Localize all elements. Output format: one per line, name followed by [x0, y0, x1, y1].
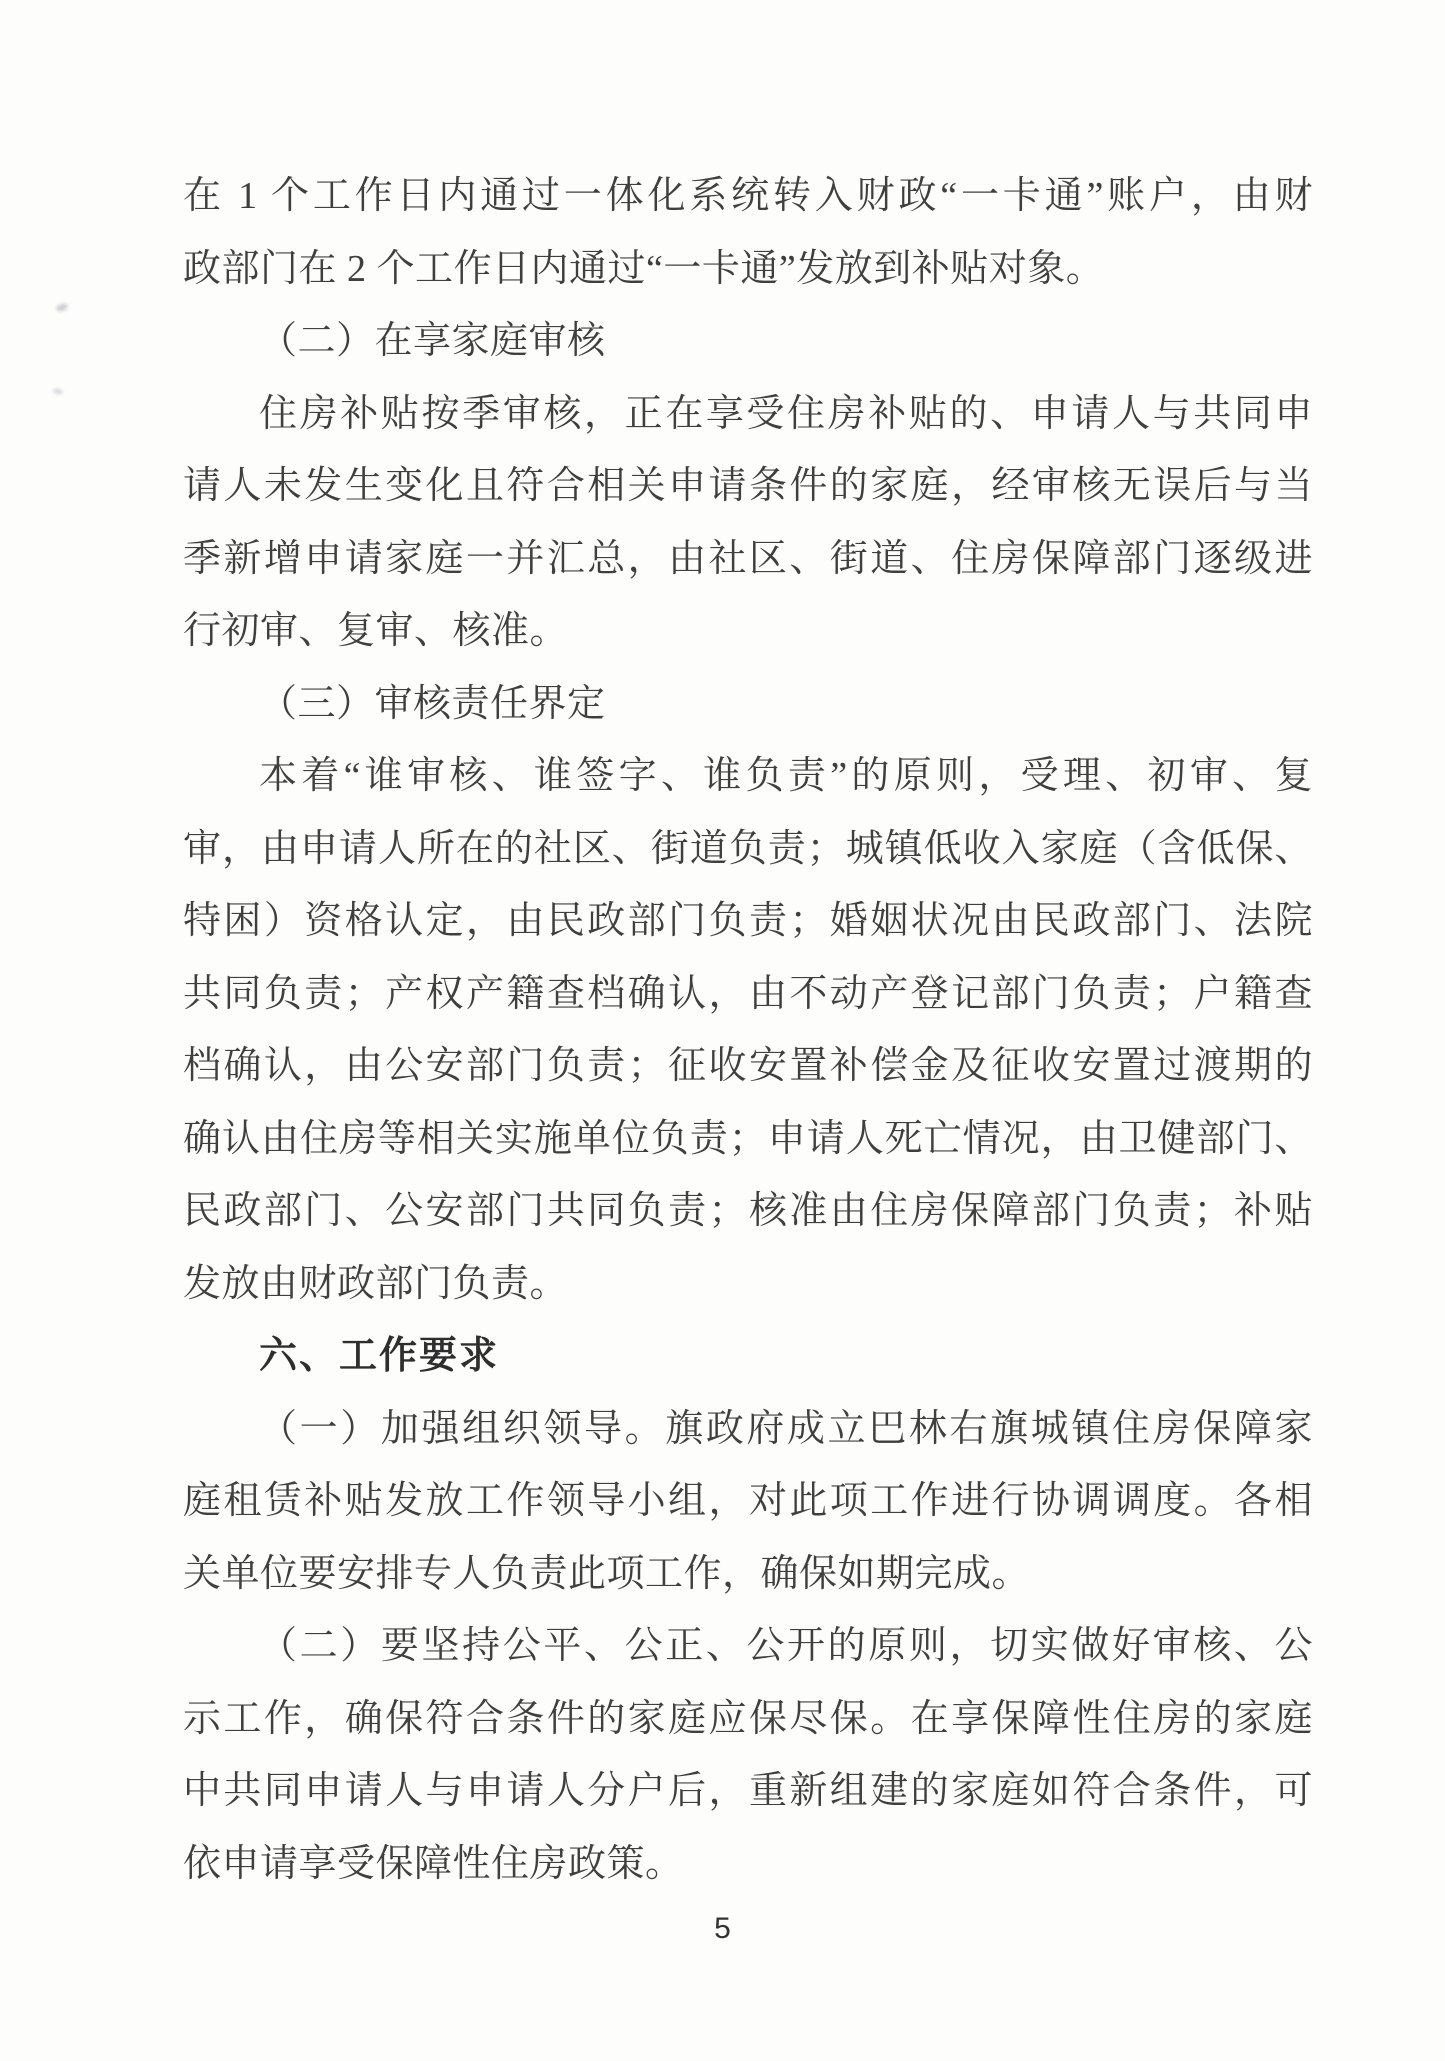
text-line: 特困）资格认定，由民政部门负责；婚姻状况由民政部门、法院: [183, 900, 1313, 942]
text-line: 行初审、复审、核准。: [183, 610, 569, 652]
text-block: [183, 160, 1313, 1900]
text-line: 住房补贴按季审核，正在享受住房补贴的、申请人与共同申: [259, 392, 1313, 435]
text-line: 示工作，确保符合条件的家庭应保尽保。在享保障性住房的家庭: [183, 1697, 1313, 1740]
text-line: 档确认，由公安部门负责；征收安置补偿金及征收安置过渡期的: [183, 1045, 1313, 1087]
text-line: 政部门在 2 个工作日内通过“一卡通”发放到补贴对象。: [183, 247, 1105, 290]
text-line: 在 1 个工作日内通过一体化系统转入财政“一卡通”账户，由财: [183, 175, 1313, 217]
text-line: 审，由申请人所在的社区、街道负责；城镇低收入家庭（含低保、: [183, 827, 1313, 870]
text-line: 依申请享受保障性住房政策。: [183, 1842, 684, 1885]
text-line: （一）加强组织领导。旗政府成立巴林右旗城镇住房保障家: [259, 1407, 1313, 1450]
text-line: 民政部门、公安部门共同负责；核准由住房保障部门负责；补贴: [183, 1190, 1313, 1232]
text-line: （三）审核责任界定: [259, 682, 606, 725]
text-line: 关单位要安排专人负责此项工作，确保如期完成。: [183, 1552, 1031, 1595]
scan-speck: [53, 388, 64, 395]
text-line: 季新增申请家庭一并汇总，由社区、街道、住房保障部门逐级进: [183, 537, 1313, 580]
text-line: 请人未发生变化且符合相关申请条件的家庭，经审核无误后与当: [183, 465, 1313, 507]
text-line: 庭租赁补贴发放工作领导小组，对此项工作进行协调调度。各相: [183, 1480, 1313, 1522]
text-line: 六、工作要求: [259, 1335, 500, 1377]
page-number: 5: [714, 1912, 731, 1945]
text-line: 发放由财政部门负责。: [183, 1262, 569, 1305]
text-line: 本着“谁审核、谁签字、谁负责”的原则，受理、初审、复: [259, 755, 1313, 797]
text-line: （二）要坚持公平、公正、公开的原则，切实做好审核、公: [259, 1625, 1313, 1667]
text-line: 中共同申请人与申请人分户后，重新组建的家庭如符合条件，可: [183, 1770, 1313, 1812]
text-line: （二）在享家庭审核: [259, 320, 606, 362]
scan-speck: [55, 302, 69, 312]
text-line: 共同负责；产权产籍查档确认，由不动产登记部门负责；户籍查: [183, 972, 1313, 1015]
text-line: 确认由住房等相关实施单位负责；申请人死亡情况，由卫健部门、: [183, 1117, 1313, 1160]
